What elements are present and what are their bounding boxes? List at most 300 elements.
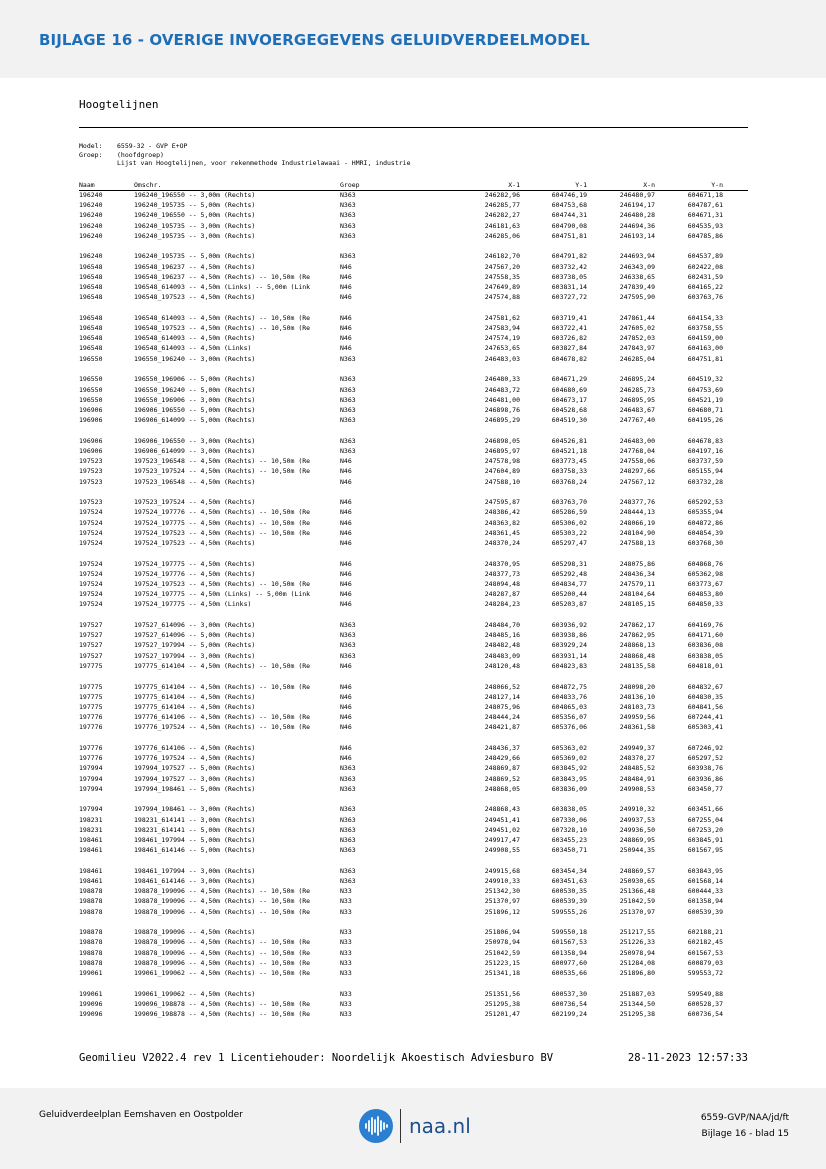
cell-groep: N46 bbox=[340, 498, 352, 507]
document-footer bbox=[79, 1052, 748, 1064]
table-row bbox=[79, 497, 748, 507]
cell-naam: 197524 bbox=[79, 528, 103, 537]
cell-xn: 248297,66 bbox=[619, 467, 655, 476]
cell-xn: 250944,35 bbox=[619, 846, 655, 855]
cell-yn: 603737,59 bbox=[687, 457, 723, 466]
cell-naam: 197776 bbox=[79, 713, 103, 722]
cell-groep: N33 bbox=[340, 989, 352, 998]
cell-x1: 247604,89 bbox=[484, 467, 520, 476]
cell-xn: 246285,04 bbox=[619, 354, 655, 363]
page-number: Bijlage 16 - blad 15 bbox=[701, 1129, 789, 1139]
cell-naam: 196548 bbox=[79, 293, 103, 302]
cell-omschr: 196548_196237 -- 4,50m (Rechts) bbox=[134, 262, 256, 271]
cell-x1: 246895,29 bbox=[484, 416, 520, 425]
cell-x1: 248370,24 bbox=[484, 538, 520, 547]
model-value: 6559-32 - GVP E+OP bbox=[117, 142, 188, 150]
cell-y1: 600539,39 bbox=[551, 897, 587, 906]
cell-xn: 247852,03 bbox=[619, 334, 655, 343]
cell-groep: N46 bbox=[340, 313, 352, 322]
cell-y1: 600537,30 bbox=[551, 989, 587, 998]
cell-y1: 604833,76 bbox=[551, 692, 587, 701]
cell-y1: 603758,33 bbox=[551, 467, 587, 476]
cell-omschr: 198878_199096 -- 4,50m (Rechts) -- 10,50m (Re bbox=[134, 897, 311, 906]
cell-omschr: 196550_196240 -- 3,00m (Rechts) bbox=[134, 354, 256, 363]
cell-xn: 246193,14 bbox=[619, 231, 655, 240]
table-row bbox=[79, 896, 748, 906]
cell-naam: 198878 bbox=[79, 948, 103, 957]
table-row bbox=[79, 221, 748, 231]
table-row bbox=[79, 354, 748, 364]
cell-omschr: 197524_197775 -- 4,50m (Links) -- 5,00m (Link bbox=[134, 590, 311, 599]
cell-naam: 196548 bbox=[79, 313, 103, 322]
cell-xn: 246483,00 bbox=[619, 436, 655, 445]
cell-yn: 604853,80 bbox=[687, 590, 723, 599]
table-row bbox=[79, 313, 748, 323]
cell-naam: 197524 bbox=[79, 590, 103, 599]
cell-groep: N363 bbox=[340, 231, 356, 240]
cell-x1: 249451,02 bbox=[484, 825, 520, 834]
cell-omschr: 197776_197524 -- 4,50m (Rechts) -- 10,50m (Re bbox=[134, 723, 311, 732]
cell-groep: N33 bbox=[340, 1010, 352, 1019]
cell-xn: 246483,67 bbox=[619, 405, 655, 414]
cell-omschr: 197523_196548 -- 4,50m (Rechts) bbox=[134, 477, 256, 486]
cell-omschr: 197994_197527 -- 3,00m (Rechts) bbox=[134, 774, 256, 783]
cell-naam: 197527 bbox=[79, 621, 103, 630]
cell-naam: 196550 bbox=[79, 385, 103, 394]
cell-naam: 197776 bbox=[79, 754, 103, 763]
cell-xn: 247862,95 bbox=[619, 631, 655, 640]
table-row bbox=[79, 1009, 748, 1019]
cell-y1: 603936,92 bbox=[551, 621, 587, 630]
cell-groep: N46 bbox=[340, 692, 352, 701]
cell-x1: 246181,63 bbox=[484, 221, 520, 230]
table-row bbox=[79, 968, 748, 978]
cell-x1: 247574,19 bbox=[484, 334, 520, 343]
cell-yn: 602431,59 bbox=[687, 272, 723, 281]
table-row bbox=[79, 579, 748, 589]
section-divider bbox=[79, 127, 748, 128]
cell-yn: 603773,67 bbox=[687, 580, 723, 588]
cell-groep: N363 bbox=[340, 375, 356, 384]
cell-omschr: 198231_614141 -- 5,00m (Rechts) bbox=[134, 825, 256, 834]
cell-groep: N33 bbox=[340, 897, 352, 906]
cell-naam: 197524 bbox=[79, 569, 103, 578]
cell-yn: 604830,35 bbox=[687, 692, 723, 701]
cell-omschr: 197775_614104 -- 4,50m (Rechts) -- 10,50m (Re bbox=[134, 682, 311, 691]
cell-xn: 248370,27 bbox=[619, 754, 655, 763]
table-row bbox=[79, 804, 748, 814]
cell-groep: N363 bbox=[340, 764, 356, 773]
cell-xn: 248103,73 bbox=[619, 702, 655, 711]
cell-xn: 248869,95 bbox=[619, 835, 655, 844]
cell-naam: 198461 bbox=[79, 835, 103, 844]
cell-omschr: 198231_614141 -- 3,00m (Rechts) bbox=[134, 815, 256, 824]
table-body bbox=[79, 190, 748, 1019]
cell-groep: N33 bbox=[340, 958, 352, 967]
col-x1: X-1 bbox=[508, 181, 520, 189]
cell-naam: 197994 bbox=[79, 774, 103, 783]
group-spacer bbox=[79, 794, 748, 805]
cell-x1: 246898,05 bbox=[484, 436, 520, 445]
cell-omschr: 196240_195735 -- 3,00m (Rechts) bbox=[134, 231, 256, 240]
table-row bbox=[79, 661, 748, 671]
cell-xn: 248869,57 bbox=[619, 866, 655, 875]
group-spacer bbox=[79, 610, 748, 621]
table-row bbox=[79, 876, 748, 886]
cell-naam: 197523 bbox=[79, 477, 103, 486]
cell-omschr: 197994_197527 -- 5,00m (Rechts) bbox=[134, 764, 256, 773]
cell-xn: 248436,34 bbox=[619, 569, 655, 578]
table-row bbox=[79, 682, 748, 692]
cell-naam: 196548 bbox=[79, 324, 103, 333]
table-row bbox=[79, 712, 748, 722]
table-row bbox=[79, 784, 748, 794]
cell-groep: N46 bbox=[340, 569, 352, 578]
table-row bbox=[79, 866, 748, 876]
cell-omschr: 196550_196240 -- 5,00m (Rechts) bbox=[134, 385, 256, 394]
cell-y1: 605203,87 bbox=[551, 600, 587, 609]
cell-y1: 604680,69 bbox=[551, 385, 587, 394]
cell-groep: N46 bbox=[340, 661, 352, 670]
cell-x1: 249915,68 bbox=[484, 866, 520, 875]
cell-naam: 198461 bbox=[79, 877, 103, 885]
cell-xn: 246338,65 bbox=[619, 272, 655, 281]
cell-xn: 249959,56 bbox=[619, 713, 655, 722]
cell-xn: 249910,32 bbox=[619, 805, 655, 814]
table-row bbox=[79, 415, 748, 425]
cell-naam: 197775 bbox=[79, 682, 103, 691]
cell-y1: 601567,53 bbox=[551, 938, 587, 947]
group-spacer bbox=[79, 241, 748, 252]
cell-x1: 246483,03 bbox=[484, 354, 520, 363]
table-row bbox=[79, 774, 748, 784]
cell-xn: 247839,49 bbox=[619, 283, 655, 291]
cell-naam: 197524 bbox=[79, 518, 103, 527]
cell-groep: N46 bbox=[340, 272, 352, 281]
table-row bbox=[79, 262, 748, 272]
cell-yn: 604751,81 bbox=[687, 354, 723, 363]
cell-yn: 604671,31 bbox=[687, 211, 723, 220]
cell-x1: 248868,05 bbox=[484, 784, 520, 793]
cell-y1: 603938,86 bbox=[551, 631, 587, 640]
cell-y1: 603451,63 bbox=[551, 877, 587, 885]
cell-groep: N363 bbox=[340, 191, 356, 199]
cell-xn: 246480,97 bbox=[619, 191, 655, 199]
cell-yn: 604169,76 bbox=[687, 621, 723, 630]
cell-yn: 604832,67 bbox=[687, 682, 723, 691]
cell-x1: 251342,30 bbox=[484, 887, 520, 896]
logo-text: naa.nl bbox=[409, 1114, 471, 1138]
cell-groep: N363 bbox=[340, 385, 356, 394]
cell-groep: N363 bbox=[340, 201, 356, 210]
col-xn: X-n bbox=[643, 181, 655, 189]
print-timestamp: 28-11-2023 12:57:33 bbox=[627, 1052, 748, 1064]
cell-naam: 198231 bbox=[79, 825, 103, 834]
cell-yn: 604854,39 bbox=[687, 528, 723, 537]
cell-yn: 605362,98 bbox=[687, 569, 723, 578]
group-spacer bbox=[79, 548, 748, 559]
cell-x1: 246481,00 bbox=[484, 395, 520, 404]
cell-yn: 603450,77 bbox=[687, 784, 723, 793]
cell-omschr: 196548_197523 -- 4,50m (Rechts) -- 10,50m (Re bbox=[134, 324, 311, 333]
cell-yn: 604519,32 bbox=[687, 375, 723, 384]
cell-y1: 605306,02 bbox=[551, 518, 587, 527]
table-row bbox=[79, 282, 748, 292]
table-row bbox=[79, 231, 748, 241]
cell-naam: 196240 bbox=[79, 211, 103, 220]
cell-groep: N46 bbox=[340, 754, 352, 763]
table-row bbox=[79, 190, 748, 200]
cell-naam: 197527 bbox=[79, 651, 103, 660]
cell-x1: 248484,70 bbox=[484, 621, 520, 630]
cell-omschr: 196548_196237 -- 4,50m (Rechts) -- 10,50m (Re bbox=[134, 272, 311, 281]
cell-naam: 198461 bbox=[79, 846, 103, 855]
cell-y1: 603727,72 bbox=[551, 293, 587, 302]
cell-groep: N363 bbox=[340, 354, 356, 363]
cell-yn: 605292,53 bbox=[687, 498, 723, 507]
cell-yn: 604171,60 bbox=[687, 631, 723, 640]
cell-omschr: 197524_197523 -- 4,50m (Rechts) -- 10,50m (Re bbox=[134, 528, 311, 537]
cell-yn: 600444,33 bbox=[687, 887, 723, 896]
cell-x1: 248436,37 bbox=[484, 743, 520, 752]
cell-x1: 246895,97 bbox=[484, 446, 520, 455]
cell-omschr: 197524_197776 -- 4,50m (Rechts) bbox=[134, 569, 256, 578]
cell-y1: 604744,31 bbox=[551, 211, 587, 220]
cell-xn: 251366,48 bbox=[619, 887, 655, 896]
cell-omschr: 198878_199096 -- 4,50m (Rechts) -- 10,50m (Re bbox=[134, 938, 311, 947]
cell-naam: 196240 bbox=[79, 252, 103, 261]
cell-groep: N363 bbox=[340, 815, 356, 824]
cell-xn: 250930,65 bbox=[619, 877, 655, 885]
cell-naam: 196550 bbox=[79, 354, 103, 363]
cell-x1: 248066,52 bbox=[484, 682, 520, 691]
cell-yn: 600879,03 bbox=[687, 958, 723, 967]
cell-xn: 251344,50 bbox=[619, 999, 655, 1008]
cell-omschr: 199096_198878 -- 4,50m (Rechts) -- 10,50m (Re bbox=[134, 999, 311, 1008]
cell-groep: N363 bbox=[340, 825, 356, 834]
cell-yn: 603845,91 bbox=[687, 835, 723, 844]
table-row bbox=[79, 251, 748, 261]
table-row bbox=[79, 210, 748, 220]
table-row bbox=[79, 272, 748, 282]
cell-x1: 247581,62 bbox=[484, 313, 520, 322]
cell-yn: 605303,41 bbox=[687, 723, 723, 732]
table-row bbox=[79, 989, 748, 999]
cell-groep: N46 bbox=[340, 713, 352, 722]
table-row bbox=[79, 395, 748, 405]
cell-omschr: 196240_195735 -- 3,00m (Rechts) bbox=[134, 221, 256, 230]
cell-xn: 251217,55 bbox=[619, 928, 655, 937]
cell-omschr: 196240_196550 -- 5,00m (Rechts) bbox=[134, 211, 256, 220]
cell-x1: 251295,38 bbox=[484, 999, 520, 1008]
cell-yn: 600528,37 bbox=[687, 999, 723, 1008]
cell-yn: 603768,30 bbox=[687, 538, 723, 547]
cell-y1: 604791,82 bbox=[551, 252, 587, 261]
cell-yn: 602422,08 bbox=[687, 262, 723, 271]
cell-naam: 197527 bbox=[79, 631, 103, 640]
cell-yn: 600539,39 bbox=[687, 907, 723, 916]
cell-naam: 196906 bbox=[79, 436, 103, 445]
cell-x1: 246898,76 bbox=[484, 405, 520, 414]
cell-x1: 247583,94 bbox=[484, 324, 520, 333]
cell-groep: N363 bbox=[340, 835, 356, 844]
cell-omschr: 197523_197524 -- 4,50m (Rechts) bbox=[134, 498, 256, 507]
cell-omschr: 197775_614104 -- 4,50m (Rechts) bbox=[134, 702, 256, 711]
cell-xn: 247595,90 bbox=[619, 293, 655, 302]
table-row bbox=[79, 640, 748, 650]
cell-yn: 601568,14 bbox=[687, 877, 723, 885]
project-name: Geluidverdeelplan Eemshaven en Oostpolder bbox=[39, 1110, 243, 1120]
cell-x1: 246483,72 bbox=[484, 385, 520, 394]
table-row bbox=[79, 518, 748, 528]
cell-naam: 196240 bbox=[79, 231, 103, 240]
cell-omschr: 197523_196548 -- 4,50m (Rechts) -- 10,50m (Re bbox=[134, 457, 311, 466]
cell-x1: 248127,14 bbox=[484, 692, 520, 701]
cell-yn: 603836,08 bbox=[687, 641, 723, 650]
cell-y1: 605298,31 bbox=[551, 559, 587, 568]
cell-naam: 197524 bbox=[79, 600, 103, 609]
table-row bbox=[79, 763, 748, 773]
table-row bbox=[79, 569, 748, 579]
cell-yn: 604678,83 bbox=[687, 436, 723, 445]
cell-x1: 251042,59 bbox=[484, 948, 520, 957]
cell-xn: 248361,58 bbox=[619, 723, 655, 732]
cell-xn: 247843,97 bbox=[619, 344, 655, 353]
cell-omschr: 196906_196550 -- 5,00m (Rechts) bbox=[134, 405, 256, 414]
cell-yn: 599549,88 bbox=[687, 989, 723, 998]
col-naam: Naam bbox=[79, 181, 95, 189]
cell-yn: 604165,22 bbox=[687, 283, 723, 291]
cell-x1: 248287,87 bbox=[484, 590, 520, 599]
cell-x1: 246282,27 bbox=[484, 211, 520, 220]
cell-xn: 248444,13 bbox=[619, 508, 655, 517]
table-row bbox=[79, 630, 748, 640]
cell-xn: 246285,73 bbox=[619, 385, 655, 394]
cell-x1: 248284,23 bbox=[484, 600, 520, 609]
cell-yn: 601358,94 bbox=[687, 897, 723, 906]
cell-y1: 603732,42 bbox=[551, 262, 587, 271]
cell-y1: 603845,92 bbox=[551, 764, 587, 773]
cell-groep: N33 bbox=[340, 887, 352, 896]
cell-y1: 604519,30 bbox=[551, 416, 587, 425]
group-label: Groep: bbox=[79, 150, 103, 159]
table-row bbox=[79, 937, 748, 947]
cell-y1: 605363,02 bbox=[551, 743, 587, 752]
cell-groep: N363 bbox=[340, 784, 356, 793]
cell-yn: 603758,55 bbox=[687, 324, 723, 333]
cell-x1: 246285,77 bbox=[484, 201, 520, 210]
cell-omschr: 197994_198461 -- 3,00m (Rechts) bbox=[134, 805, 256, 814]
table-row bbox=[79, 722, 748, 732]
cell-yn: 603936,86 bbox=[687, 774, 723, 783]
table-row bbox=[79, 948, 748, 958]
cell-omschr: 198461_197994 -- 5,00m (Rechts) bbox=[134, 835, 256, 844]
cell-yn: 603838,05 bbox=[687, 651, 723, 660]
cell-naam: 199096 bbox=[79, 1010, 103, 1019]
cell-x1: 247649,89 bbox=[484, 283, 520, 291]
cell-groep: N46 bbox=[340, 457, 352, 466]
cell-naam: 199096 bbox=[79, 999, 103, 1008]
cell-x1: 248421,87 bbox=[484, 723, 520, 732]
cell-yn: 605355,94 bbox=[687, 508, 723, 517]
cell-naam: 198231 bbox=[79, 815, 103, 824]
cell-x1: 248386,42 bbox=[484, 508, 520, 517]
cell-x1: 251341,18 bbox=[484, 969, 520, 977]
cell-groep: N363 bbox=[340, 436, 356, 445]
cell-naam: 198878 bbox=[79, 887, 103, 896]
group-spacer bbox=[79, 855, 748, 866]
cell-xn: 251226,33 bbox=[619, 938, 655, 947]
cell-y1: 605369,02 bbox=[551, 754, 587, 763]
cell-omschr: 198878_199096 -- 4,50m (Rechts) -- 10,50m (Re bbox=[134, 887, 311, 896]
cell-groep: N363 bbox=[340, 252, 356, 261]
cell-y1: 603450,71 bbox=[551, 846, 587, 855]
cell-x1: 247567,20 bbox=[484, 262, 520, 271]
table-row bbox=[79, 999, 748, 1009]
cell-x1: 248075,96 bbox=[484, 702, 520, 711]
cell-omschr: 199061_199062 -- 4,50m (Rechts) -- 10,50m (Re bbox=[134, 969, 311, 977]
cell-yn: 601567,95 bbox=[687, 846, 723, 855]
table-row bbox=[79, 743, 748, 753]
cell-y1: 605356,07 bbox=[551, 713, 587, 722]
cell-omschr: 197524_197523 -- 4,50m (Rechts) -- 10,50m (Re bbox=[134, 580, 311, 588]
cell-naam: 197524 bbox=[79, 538, 103, 547]
table-row bbox=[79, 456, 748, 466]
cell-x1: 248868,43 bbox=[484, 805, 520, 814]
cell-naam: 197994 bbox=[79, 784, 103, 793]
cell-y1: 605286,59 bbox=[551, 508, 587, 517]
cell-y1: 603719,41 bbox=[551, 313, 587, 322]
cell-naam: 196240 bbox=[79, 191, 103, 199]
cell-x1: 251351,56 bbox=[484, 989, 520, 998]
table-row bbox=[79, 620, 748, 630]
table-row bbox=[79, 825, 748, 835]
cell-yn: 607244,41 bbox=[687, 713, 723, 722]
cell-groep: N46 bbox=[340, 334, 352, 343]
cell-omschr: 198878_199096 -- 4,50m (Rechts) -- 10,50m (Re bbox=[134, 958, 311, 967]
cell-omschr: 196548_614093 -- 4,50m (Links) -- 5,00m (Link bbox=[134, 283, 311, 291]
group-spacer bbox=[79, 978, 748, 989]
cell-naam: 196906 bbox=[79, 446, 103, 455]
naa-logo bbox=[358, 1108, 471, 1144]
cell-yn: 603763,76 bbox=[687, 293, 723, 302]
cell-yn: 604159,00 bbox=[687, 334, 723, 343]
cell-groep: N363 bbox=[340, 621, 356, 630]
cell-xn: 244693,94 bbox=[619, 252, 655, 261]
group-spacer bbox=[79, 302, 748, 313]
cell-x1: 249908,55 bbox=[484, 846, 520, 855]
cell-y1: 603827,84 bbox=[551, 344, 587, 353]
group-spacer bbox=[79, 487, 748, 498]
cell-xn: 248868,13 bbox=[619, 641, 655, 650]
cell-x1: 248120,48 bbox=[484, 661, 520, 670]
cell-y1: 601358,94 bbox=[551, 948, 587, 957]
cell-y1: 604790,08 bbox=[551, 221, 587, 230]
table-row bbox=[79, 958, 748, 968]
cell-y1: 599555,26 bbox=[551, 907, 587, 916]
cell-y1: 604526,81 bbox=[551, 436, 587, 445]
cell-y1: 604823,83 bbox=[551, 661, 587, 670]
cell-groep: N33 bbox=[340, 907, 352, 916]
cell-groep: N33 bbox=[340, 999, 352, 1008]
cell-yn: 604197,16 bbox=[687, 446, 723, 455]
cell-naam: 196240 bbox=[79, 221, 103, 230]
group-spacer bbox=[79, 732, 748, 743]
cell-xn: 249936,50 bbox=[619, 825, 655, 834]
table-row bbox=[79, 753, 748, 763]
cell-x1: 248370,95 bbox=[484, 559, 520, 568]
cell-groep: N46 bbox=[340, 682, 352, 691]
